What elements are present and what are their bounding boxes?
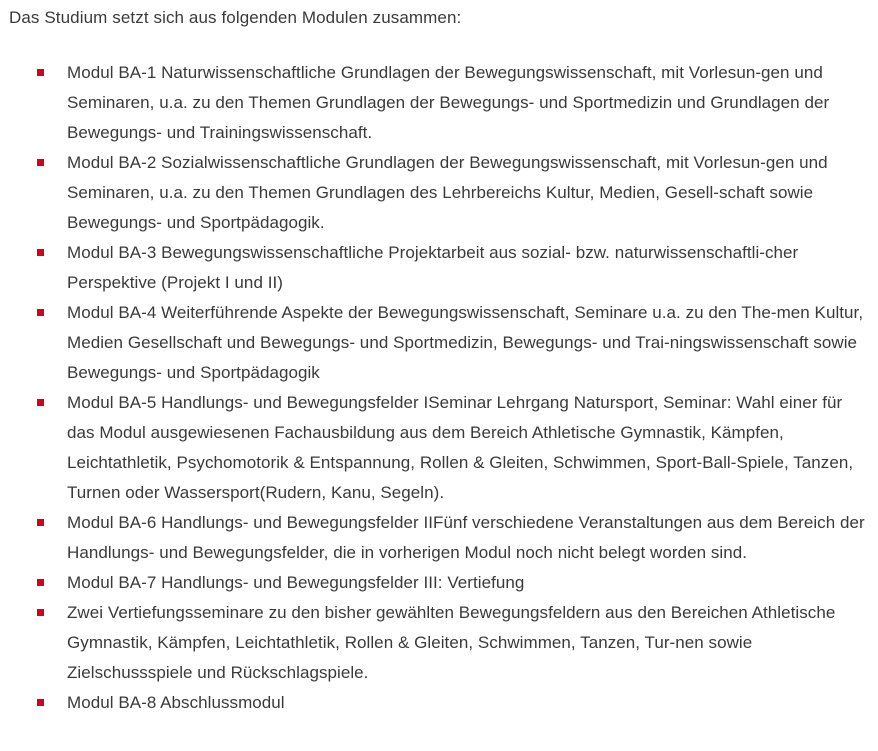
bullet-square-icon (37, 519, 44, 526)
list-item (0, 58, 878, 148)
list-item-text: Modul BA-4 Weiterführende Aspekte der Bewegungswissenschaft, Seminare u.a. zu den The-men Kultur, Medien Gesellschaft und Bewegungs- und Sportmedizin, Bewegungs- und Trai-ningswissenschaft sowie Bewegungs- und Sportpädagogik (67, 303, 864, 382)
bullet-square-icon (37, 309, 44, 316)
bullet-square-icon (37, 579, 44, 586)
list-item-text: Modul BA-1 Naturwissenschaftliche Grundlagen der Bewegungswissenschaft, mit Vorlesun-gen und Seminaren, u.a. zu den Themen Grundlagen der Bewegungs- und Sportmedizin und Grundlagen der Bewegungs- und Trainingswissenschaft. (67, 63, 830, 142)
list-item (0, 148, 878, 238)
list-item (0, 508, 878, 568)
bullet-square-icon (37, 159, 44, 166)
list-item-text: Modul BA-6 Handlungs- und Bewegungsfelder IIFünf verschiedene Veranstaltungen aus dem Bereich der Handlungs- und Bewegungsfelder, die in vorherigen Modul noch nicht belegt worden sind. (67, 513, 865, 562)
list-item-text: Modul BA-7 Handlungs- und Bewegungsfelder III: Vertiefung (67, 573, 525, 592)
list-item-text: Modul BA-2 Sozialwissenschaftliche Grundlagen der Bewegungswissenschaft, mit Vorlesun-gen und Seminaren, u.a. zu den Themen Grundlagen des Lehrbereichs Kultur, Medien, Gesell-schaft sowie Bewegungs- und Sportpädagogik. (67, 153, 828, 232)
list-item (0, 298, 878, 388)
bullet-square-icon (37, 399, 44, 406)
list-item (0, 388, 878, 508)
bullet-square-icon (37, 609, 44, 616)
list-item-text: Zwei Vertiefungsseminare zu den bisher gewählten Bewegungsfeldern aus den Bereichen Athletische Gymnastik, Kämpfen, Leichtathletik, Rollen & Gleiten, Schwimmen, Tanzen, Tur-nen sowie Zielschussspiele und Rückschlagspiele. (67, 603, 836, 682)
bullet-square-icon (37, 249, 44, 256)
list-item-text: Modul BA-8 Abschlussmodul (67, 693, 285, 712)
list-item (0, 238, 878, 298)
intro-text: Das Studium setzt sich aus folgenden Modulen zusammen: (9, 8, 462, 27)
bullet-square-icon (37, 699, 44, 706)
list-item-text: Modul BA-3 Bewegungswissenschaftliche Projektarbeit aus sozial- bzw. naturwissenschaftli-cher Perspektive (Projekt I und II) (67, 243, 799, 292)
list-item (0, 688, 878, 718)
module-list (0, 58, 878, 718)
bullet-square-icon (37, 69, 44, 76)
list-item (0, 568, 878, 598)
list-item-text: Modul BA-5 Handlungs- und Bewegungsfelder ISeminar Lehrgang Natursport, Seminar: Wahl einer für das Modul ausgewiesenen Fachausbildung aus dem Bereich Athletische Gymnastik, Kämpfen, Leichtathletik, Psychomotorik & Entspannung, Rollen & Gleiten, Schwimmen, Sport-Ball-Spiele, Tanzen, Turnen oder Wassersport(Rudern, Kanu, Segeln). (67, 393, 854, 502)
list-item (0, 598, 878, 688)
